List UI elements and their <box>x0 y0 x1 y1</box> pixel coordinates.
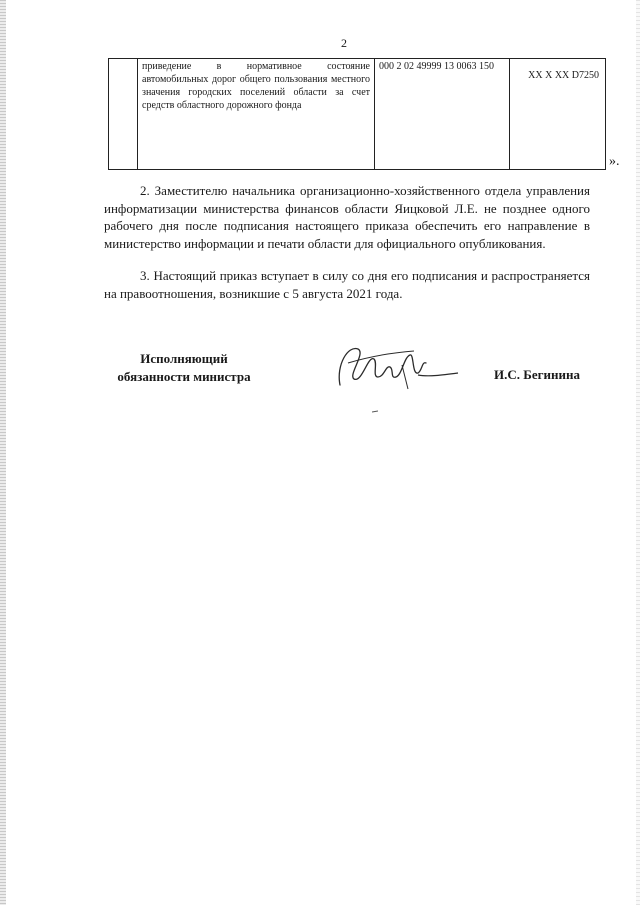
closing-quote-mark: ». <box>609 154 620 169</box>
table-cell-number <box>109 59 138 170</box>
handwritten-signature <box>318 335 468 395</box>
page-number: 2 <box>341 36 347 50</box>
scan-edge-left <box>0 0 6 905</box>
table-cell-code: 000 2 02 49999 13 0063 150 <box>375 59 510 170</box>
scan-edge-right <box>636 0 640 905</box>
signatory-name: И.С. Бегинина <box>494 367 580 382</box>
signatory-title-line-2: обязанности министра <box>117 369 251 384</box>
signatory-title-line-1: Исполняющий <box>140 351 228 366</box>
table-cell-kbk: XX X XX D7250 <box>510 59 606 170</box>
signatory-title <box>104 350 264 386</box>
paragraph-3: 3. Настоящий приказ вступает в силу со дня его подписания и распространяется на правоотношения, возникшие с 5 августа 2021 года. <box>104 268 590 301</box>
paragraph-2: 2. Заместителю начальника организационно-хозяйственного отдела управления информатизации министерства финансов области Яицковой Л.Е. не позднее одного рабочего дня после подписания настоящего приказа обеспечить его направление в министерство информации и печати области для официального опубликования. <box>104 183 590 251</box>
table-cell-description: приведение в нормативное состояние автомобильных дорог общего пользования местного значения городских поселений области за счет средств областного дорожного фонда <box>138 59 375 170</box>
appendix-table <box>108 58 606 170</box>
table-row <box>109 59 606 170</box>
scan-speck <box>372 410 378 413</box>
